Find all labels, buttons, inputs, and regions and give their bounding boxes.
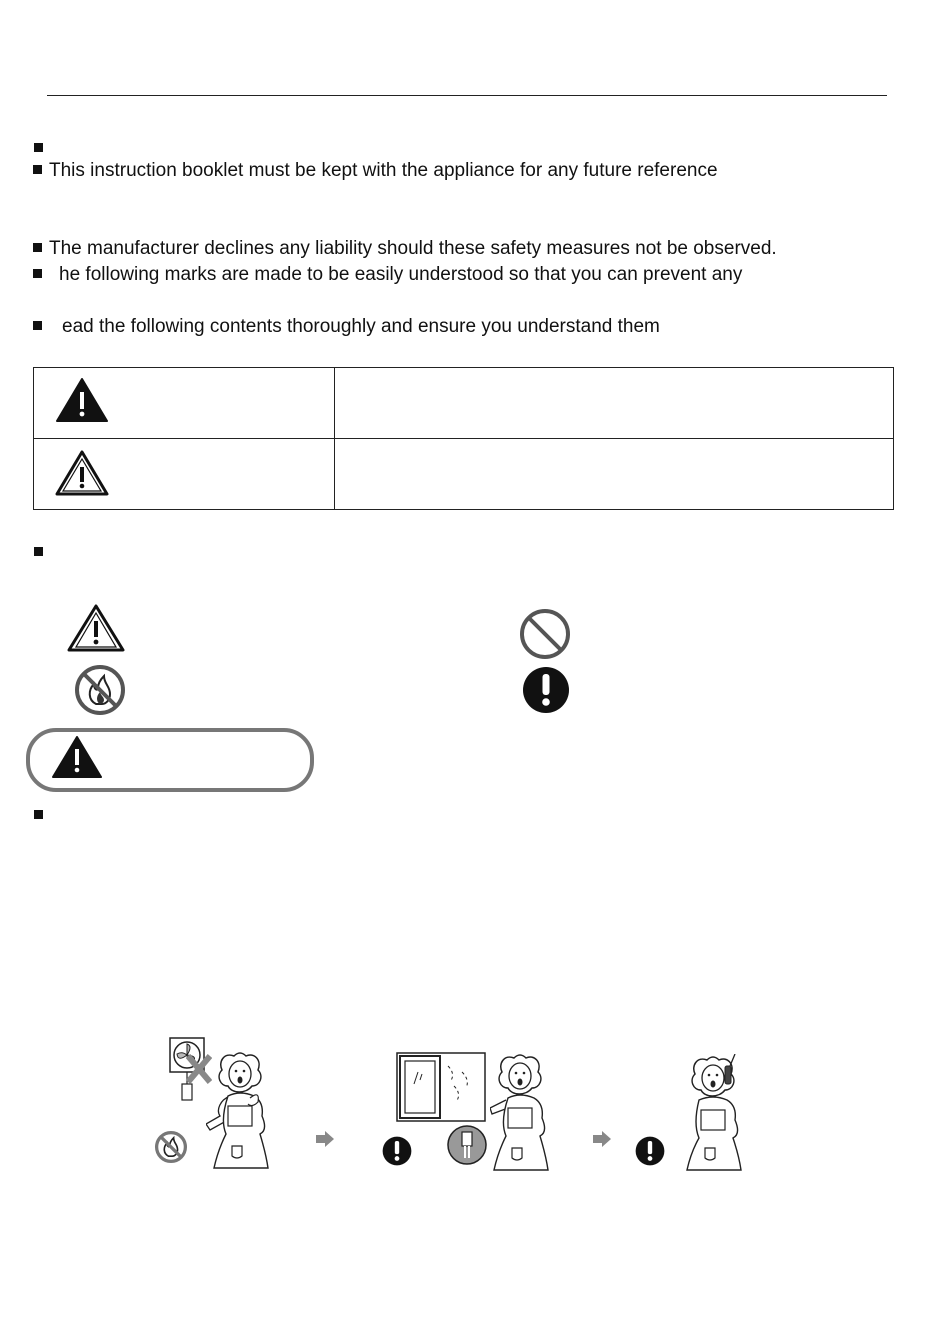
marks-description-cell xyxy=(335,439,894,510)
mandatory-exclamation-icon xyxy=(382,1136,412,1166)
bullet-line-read: ead the following contents thoroughly and ensure you understand them xyxy=(33,316,660,338)
marks-row-caution xyxy=(34,439,894,510)
right-arrow-icon xyxy=(592,1130,612,1148)
bullet-line-booklet: This instruction booklet must be kept with the appliance for any future reference xyxy=(33,160,718,182)
caution-outline-triangle-icon xyxy=(66,603,126,653)
woman-on-phone-figure xyxy=(685,1054,759,1174)
marks-table xyxy=(33,367,894,510)
right-arrow-icon xyxy=(315,1130,335,1148)
unplug-icon xyxy=(446,1124,488,1166)
emergency-illustration xyxy=(150,1030,770,1180)
bullet-line-marks: he following marks are made to be easily understood so that you can prevent any xyxy=(33,264,742,286)
bullet-marker-empty xyxy=(34,547,43,556)
marks-icon-cell xyxy=(34,439,335,510)
woman-surprised-figure xyxy=(206,1050,296,1172)
warning-filled-triangle-icon xyxy=(54,376,110,424)
caution-banner xyxy=(26,728,314,792)
mandatory-exclamation-icon xyxy=(522,666,570,714)
mandatory-exclamation-icon xyxy=(635,1136,665,1166)
bullet-marker xyxy=(33,321,42,330)
marks-row-warning xyxy=(34,368,894,439)
bullet-marker xyxy=(33,269,42,278)
marks-icon-cell xyxy=(34,368,335,439)
bullet-marker xyxy=(33,165,42,174)
prohibition-circle-icon xyxy=(518,607,572,661)
no-fire-icon xyxy=(74,664,126,716)
bullet-marker-empty xyxy=(34,143,43,152)
caution-outline-triangle-icon xyxy=(54,449,110,497)
warning-filled-triangle-icon xyxy=(50,734,104,780)
bullet-marker-empty xyxy=(34,810,43,819)
bullet-line-liability: The manufacturer declines any liability should these safety measures not be observed. xyxy=(33,238,777,260)
marks-description-cell xyxy=(335,368,894,439)
woman-opening-window-figure xyxy=(490,1052,570,1174)
bullet-marker xyxy=(33,243,42,252)
header-rule xyxy=(47,95,887,96)
window-open-icon xyxy=(396,1052,486,1124)
no-fire-icon xyxy=(154,1130,188,1164)
